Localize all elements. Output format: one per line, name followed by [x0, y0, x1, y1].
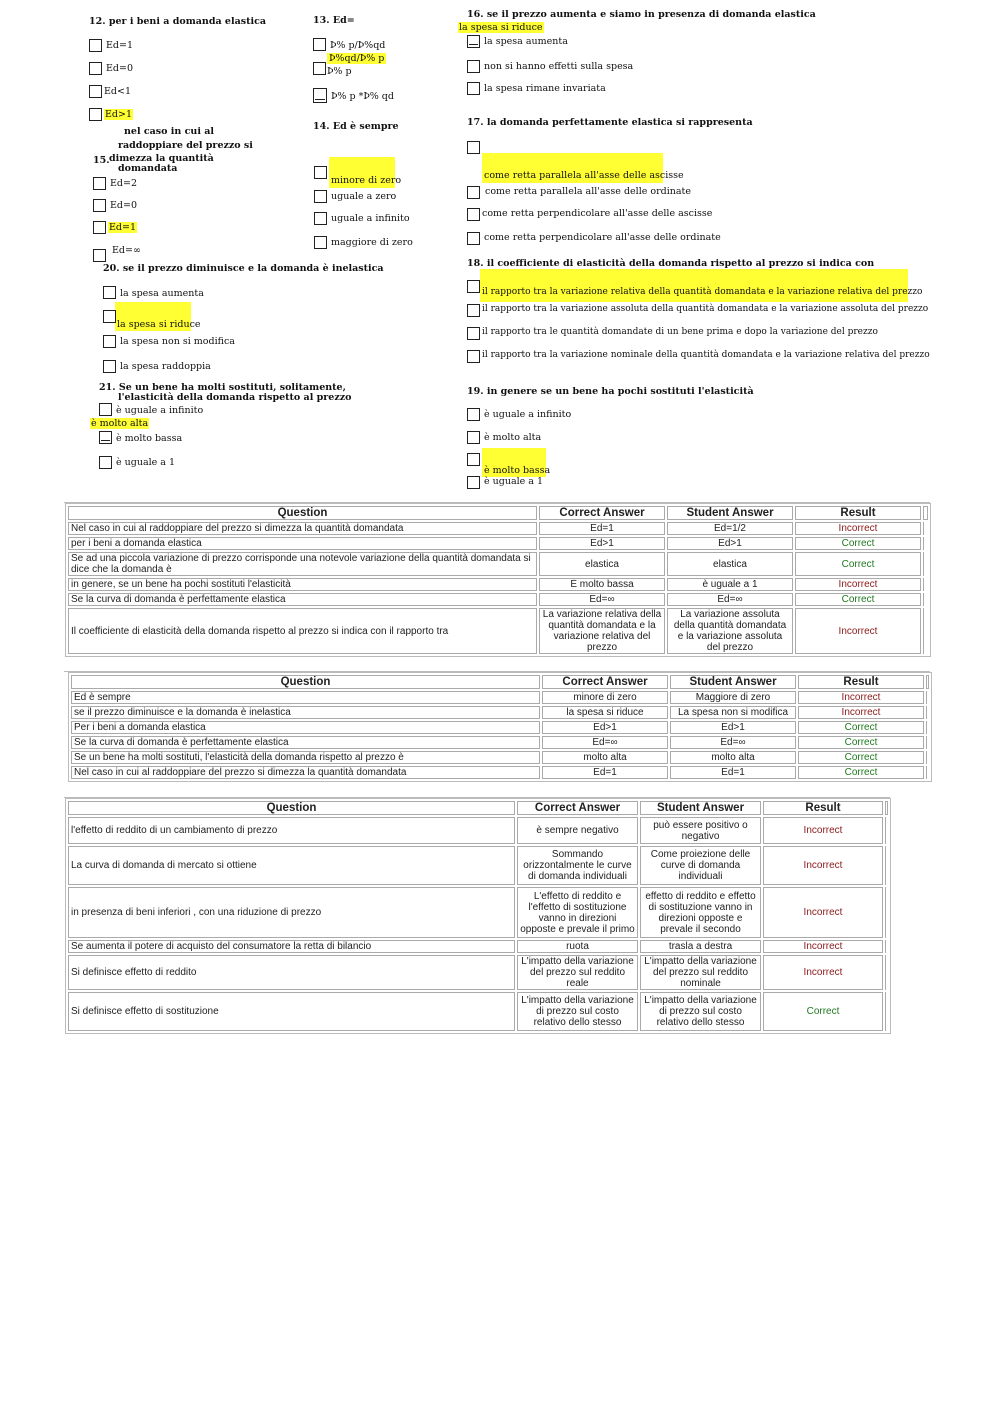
- option-13a: Þ% p/Þ%qd: [330, 40, 386, 51]
- student-answer-cell: Ed=1/2: [667, 522, 793, 535]
- question-cell: Se aumenta il potere di acquisto del consumatore la retta di bilancio: [68, 940, 515, 953]
- option-13d: Þ% p *Þ% qd: [331, 91, 394, 102]
- checkbox-18d[interactable]: [467, 350, 480, 363]
- option-17c: come retta perpendicolare all'asse delle ascisse: [482, 208, 713, 219]
- option-12a: Ed=1: [106, 40, 134, 51]
- question-cell: in genere, se un bene ha pochi sostituti l'elasticità: [68, 578, 537, 591]
- correct-answer-cell: Ed>1: [539, 537, 665, 550]
- checkbox-14a[interactable]: [314, 166, 327, 179]
- question-cell: Nel caso in cui al raddoppiare del prezzo si dimezza la quantità domandata: [68, 522, 537, 535]
- checkbox-21d[interactable]: [99, 456, 112, 469]
- option-19a: è uguale a infinito: [484, 409, 572, 420]
- student-answer-cell: trasla a destra: [640, 940, 761, 953]
- checkbox-17b[interactable]: [467, 186, 480, 199]
- checkbox-13d[interactable]: [313, 88, 327, 103]
- correct-answer-cell: È molto bassa: [539, 578, 665, 591]
- table-row: [68, 522, 928, 535]
- header-student-answer: Student Answer: [667, 506, 793, 520]
- option-19c-highlighted: è molto bassa: [484, 465, 551, 476]
- checkbox-12c[interactable]: [89, 85, 102, 98]
- option-12c: Ed<1: [104, 86, 132, 97]
- question-15-line2: raddoppiare del prezzo si: [118, 140, 253, 151]
- option-19d: è uguale a 1: [484, 476, 544, 487]
- student-answer-cell: elastica: [667, 552, 793, 576]
- table-row: [71, 766, 929, 779]
- option-21c: è molto bassa: [116, 433, 183, 444]
- student-answer-cell: molto alta: [670, 751, 796, 764]
- option-20a: la spesa aumenta: [120, 288, 204, 299]
- checkbox-12b[interactable]: [89, 62, 102, 75]
- table-row: [68, 537, 928, 550]
- student-answer-cell: Ed=1: [670, 766, 796, 779]
- checkbox-14b[interactable]: [314, 190, 327, 203]
- checkbox-16b[interactable]: [467, 60, 480, 73]
- question-cell: Si definisce effetto di sostituzione: [68, 992, 515, 1031]
- question-cell: Nel caso in cui al raddoppiare del prezzo si dimezza la quantità domandata: [71, 766, 540, 779]
- correct-answer-cell: minore di zero: [542, 691, 668, 704]
- question-cell: Il coefficiente di elasticità della domanda rispetto al prezzo si indica con il rapporto tra: [68, 608, 537, 654]
- table-row: [68, 552, 928, 576]
- checkbox-15d[interactable]: [93, 249, 106, 262]
- table-row: [71, 751, 929, 764]
- result-cell: Incorrect: [798, 691, 924, 704]
- correct-answer-cell: elastica: [539, 552, 665, 576]
- checkbox-17c[interactable]: [467, 208, 480, 221]
- option-13b-highlighted: Þ%qd/Þ% p: [329, 53, 385, 64]
- result-cell: Correct: [798, 721, 924, 734]
- option-16d: la spesa rimane invariata: [484, 83, 606, 94]
- question-13-title: 13. Ed=: [313, 15, 355, 26]
- checkbox-12a[interactable]: [89, 39, 102, 52]
- option-21b-highlighted: è molto alta: [91, 418, 149, 429]
- header-correct-answer: Correct Answer: [517, 801, 638, 815]
- option-21d: è uguale a 1: [116, 457, 176, 468]
- option-15d: Ed=∞: [112, 245, 141, 256]
- question-cell: Se ad una piccola variazione di prezzo corrisponde una notevole variazione della quantità domandata si dice che la domanda è: [68, 552, 537, 576]
- option-19b: è molto alta: [484, 432, 542, 443]
- correct-answer-cell: Ed=1: [539, 522, 665, 535]
- question-16-title: 16. se il prezzo aumenta e siamo in presenza di domanda elastica: [467, 9, 816, 20]
- question-18-title: 18. il coefficiente di elasticità della domanda rispetto al prezzo si indica con: [467, 258, 875, 269]
- header-result: Result: [763, 801, 883, 815]
- table-row: [68, 817, 888, 844]
- correct-answer-cell: Ed=1: [542, 766, 668, 779]
- option-21a: è uguale a infinito: [116, 405, 204, 416]
- header-result: Result: [798, 675, 924, 689]
- option-18a-highlighted: il rapporto tra la variazione relativa della quantità domandata e la variazione relativa del prezzo: [482, 287, 923, 297]
- question-cell: La curva di domanda di mercato si ottiene: [68, 846, 515, 885]
- question-19-title: 19. in genere se un bene ha pochi sostituti l'elasticità: [467, 386, 754, 397]
- option-20b-highlighted: la spesa si riduce: [117, 319, 201, 330]
- table-row: [68, 887, 888, 938]
- correct-answer-cell: La variazione relativa della quantità domandata e la variazione relativa del prezzo: [539, 608, 665, 654]
- correct-answer-cell: la spesa si riduce: [542, 706, 668, 719]
- checkbox-12d[interactable]: [89, 108, 102, 121]
- question-21-line1: 21. Se un bene ha molti sostituti, solitamente,: [99, 382, 346, 393]
- results-table-3: [65, 798, 891, 1034]
- option-18d: il rapporto tra la variazione nominale della quantità domandata e la variazione relativa del prezzo: [482, 350, 930, 360]
- table-row: [68, 940, 888, 953]
- correct-answer-cell: L'impatto della variazione di prezzo sul costo relativo dello stesso: [517, 992, 638, 1031]
- option-18c: il rapporto tra le quantità domandate di un bene prima e dopo la variazione del prezzo: [482, 327, 878, 337]
- table-row: [68, 593, 928, 606]
- checkbox-16a[interactable]: [467, 35, 480, 48]
- checkbox-20b[interactable]: [103, 310, 116, 323]
- result-cell: Correct: [795, 537, 921, 550]
- student-answer-cell: Come proiezione delle curve di domanda individuali: [640, 846, 761, 885]
- option-17b: come retta parallela all'asse delle ordinate: [485, 186, 691, 197]
- checkbox-17a[interactable]: [467, 141, 480, 154]
- checkbox-15b[interactable]: [93, 199, 106, 212]
- result-cell: Correct: [798, 766, 924, 779]
- question-14-title: 14. Ed è sempre: [313, 121, 399, 132]
- correct-answer-cell: L'effetto di reddito e l'effetto di sostituzione vanno in direzioni opposte e prevale il primo: [517, 887, 638, 938]
- result-cell: Incorrect: [763, 887, 883, 938]
- checkbox-17d[interactable]: [467, 232, 480, 245]
- question-cell: Se un bene ha molti sostituti, l'elasticità della domanda rispetto al prezzo è: [71, 751, 540, 764]
- results-table-2: [68, 672, 932, 782]
- question-cell: Per i beni a domanda elastica: [71, 721, 540, 734]
- question-cell: l'effetto di reddito di un cambiamento di prezzo: [68, 817, 515, 844]
- header-student-answer: Student Answer: [640, 801, 761, 815]
- option-14c: uguale a infinito: [331, 213, 410, 224]
- result-cell: Correct: [795, 593, 921, 606]
- question-cell: in presenza di beni inferiori , con una riduzione di prezzo: [68, 887, 515, 938]
- header-question: Question: [71, 675, 540, 689]
- option-14b: uguale a zero: [331, 191, 397, 202]
- checkbox-21a[interactable]: [99, 403, 112, 416]
- header-question: Question: [68, 506, 537, 520]
- checkbox-15a[interactable]: [93, 177, 106, 190]
- question-15-number: 15.: [93, 155, 110, 166]
- option-17d: come retta perpendicolare all'asse delle ordinate: [484, 232, 721, 243]
- table-row: [68, 608, 928, 654]
- checkbox-19c[interactable]: [467, 453, 480, 466]
- option-20c: la spesa non si modifica: [120, 336, 235, 347]
- correct-answer-cell: L'impatto della variazione del prezzo sul reddito reale: [517, 955, 638, 990]
- correct-answer-cell: Sommando orizzontalmente le curve di domanda individuali: [517, 846, 638, 885]
- table-row: [68, 578, 928, 591]
- header-question: Question: [68, 801, 515, 815]
- correct-answer-cell: Ed>1: [542, 721, 668, 734]
- correct-answer-cell: Ed=∞: [542, 736, 668, 749]
- student-answer-cell: La spesa non si modifica: [670, 706, 796, 719]
- question-15-line3: dimezza la quantità: [109, 153, 214, 164]
- table-row: [71, 691, 929, 704]
- checkbox-19a[interactable]: [467, 408, 480, 421]
- checkbox-18c[interactable]: [467, 327, 480, 340]
- question-20-title: 20. se il prezzo diminuisce e la domanda è inelastica: [103, 263, 384, 274]
- result-cell: Correct: [798, 751, 924, 764]
- option-14d: maggiore di zero: [331, 237, 413, 248]
- correct-answer-cell: ruota: [517, 940, 638, 953]
- question-17-title: 17. la domanda perfettamente elastica si rappresenta: [467, 117, 753, 128]
- table-row: [68, 955, 888, 990]
- student-answer-cell: è uguale a 1: [667, 578, 793, 591]
- question-12-title: 12. per i beni a domanda elastica: [89, 16, 267, 27]
- option-15a: Ed=2: [110, 178, 138, 189]
- option-17a-highlighted: come retta parallela all'asse delle ascisse: [484, 170, 684, 181]
- checkbox-13b[interactable]: [313, 62, 326, 75]
- result-cell: Incorrect: [763, 955, 883, 990]
- student-answer-cell: La variazione assoluta della quantità domandata e la variazione assoluta del prezzo: [667, 608, 793, 654]
- option-15b: Ed=0: [110, 200, 138, 211]
- correct-answer-cell: molto alta: [542, 751, 668, 764]
- table-row: [71, 721, 929, 734]
- option-15c-highlighted: Ed=1: [109, 222, 137, 233]
- table-row: [71, 706, 929, 719]
- question-cell: Se la curva di domanda è perfettamente elastica: [71, 736, 540, 749]
- option-20d: la spesa raddoppia: [120, 361, 211, 372]
- table-row: [68, 846, 888, 885]
- results-table-1: [65, 503, 931, 657]
- result-cell: Incorrect: [763, 846, 883, 885]
- student-answer-cell: L'impatto della variazione del prezzo sul reddito nominale: [640, 955, 761, 990]
- header-result: Result: [795, 506, 921, 520]
- question-21-line2: l'elasticità della domanda rispetto al prezzo: [118, 392, 352, 403]
- correct-answer-cell: è sempre negativo: [517, 817, 638, 844]
- option-16a-highlighted: la spesa si riduce: [459, 22, 543, 33]
- result-cell: Correct: [763, 992, 883, 1031]
- question-cell: per i beni a domanda elastica: [68, 537, 537, 550]
- option-16c: non si hanno effetti sulla spesa: [484, 61, 634, 72]
- checkbox-20d[interactable]: [103, 360, 116, 373]
- result-cell: Incorrect: [795, 522, 921, 535]
- student-answer-cell: può essere positivo o negativo: [640, 817, 761, 844]
- header-student-answer: Student Answer: [670, 675, 796, 689]
- student-answer-cell: Maggiore di zero: [670, 691, 796, 704]
- checkbox-20c[interactable]: [103, 335, 116, 348]
- checkbox-19d[interactable]: [467, 476, 480, 489]
- result-cell: Incorrect: [795, 578, 921, 591]
- question-cell: Se la curva di domanda è perfettamente elastica: [68, 593, 537, 606]
- option-16b: la spesa aumenta: [484, 36, 568, 47]
- result-cell: Incorrect: [763, 817, 883, 844]
- student-answer-cell: Ed=∞: [667, 593, 793, 606]
- table-row: [71, 736, 929, 749]
- checkbox-18b[interactable]: [467, 304, 480, 317]
- checkbox-21c[interactable]: [99, 431, 112, 444]
- student-answer-cell: L'impatto della variazione di prezzo sul costo relativo dello stesso: [640, 992, 761, 1031]
- header-correct-answer: Correct Answer: [542, 675, 668, 689]
- student-answer-cell: Ed=∞: [670, 736, 796, 749]
- student-answer-cell: effetto di reddito e effetto di sostituzione vanno in direzioni opposte e prevale il secondo: [640, 887, 761, 938]
- option-18b: il rapporto tra la variazione assoluta della quantità domandata e la variazione assoluta del prezzo: [482, 304, 929, 314]
- result-cell: Incorrect: [795, 608, 921, 654]
- table-row: [68, 992, 888, 1031]
- result-cell: Correct: [798, 736, 924, 749]
- student-answer-cell: Ed>1: [670, 721, 796, 734]
- checkbox-14d[interactable]: [314, 236, 327, 249]
- option-13c: Þ% p: [327, 66, 352, 77]
- header-correct-answer: Correct Answer: [539, 506, 665, 520]
- option-14a-highlighted: minore di zero: [331, 175, 402, 186]
- checkbox-13a[interactable]: [313, 38, 326, 51]
- checkbox-14c[interactable]: [314, 212, 327, 225]
- question-15-line4: domandata: [118, 163, 178, 174]
- correct-answer-cell: Ed=∞: [539, 593, 665, 606]
- checkbox-15c[interactable]: [93, 221, 106, 234]
- question-cell: Si definisce effetto di reddito: [68, 955, 515, 990]
- checkbox-16c[interactable]: [467, 82, 480, 95]
- checkbox-18a[interactable]: [467, 280, 480, 293]
- option-12d-highlighted: Ed>1: [105, 109, 133, 120]
- result-cell: Incorrect: [763, 940, 883, 953]
- result-cell: Incorrect: [798, 706, 924, 719]
- checkbox-19b[interactable]: [467, 431, 480, 444]
- option-12b: Ed=0: [106, 63, 134, 74]
- question-15-line1: nel caso in cui al: [124, 126, 214, 137]
- student-answer-cell: Ed>1: [667, 537, 793, 550]
- checkbox-20a[interactable]: [103, 286, 116, 299]
- result-cell: Correct: [795, 552, 921, 576]
- question-cell: Ed è sempre: [71, 691, 540, 704]
- question-cell: se il prezzo diminuisce e la domanda è inelastica: [71, 706, 540, 719]
